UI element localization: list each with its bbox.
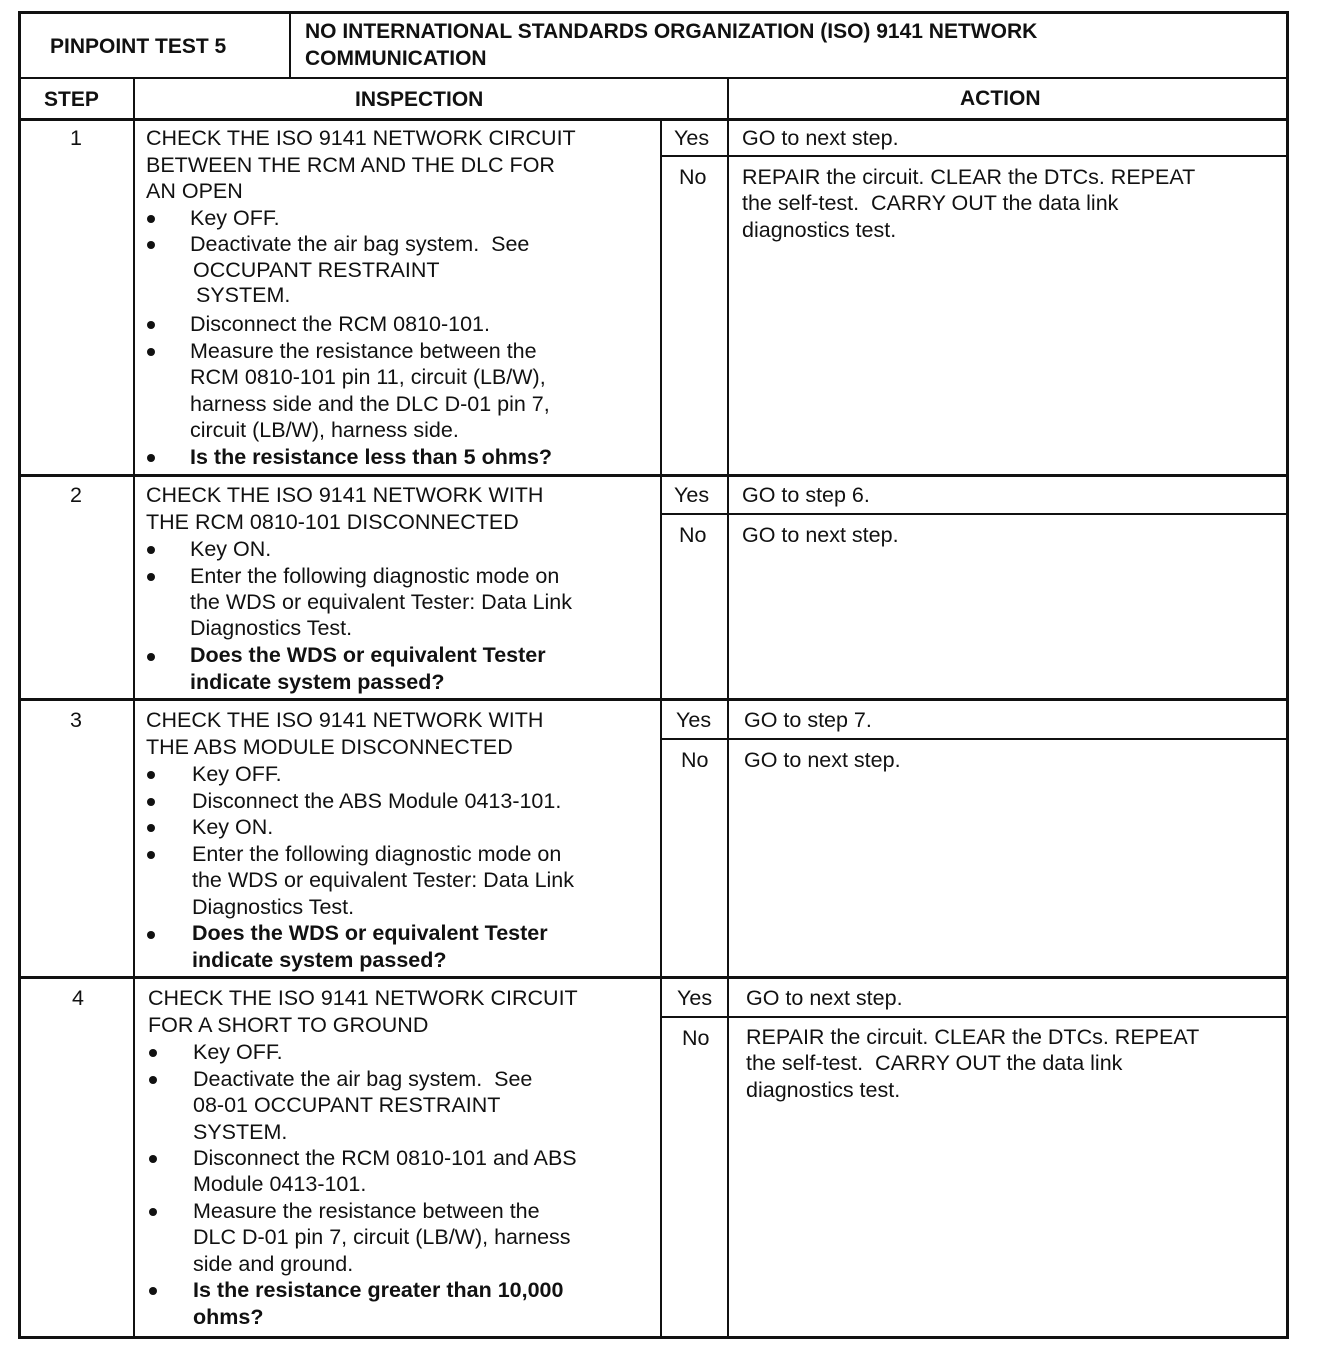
bullet-icon: [147, 454, 155, 462]
action-no: REPAIR the circuit. CLEAR the DTCs. REPEAT: [746, 1025, 1200, 1049]
bullet-icon: [147, 573, 155, 581]
action-no: the self-test. CARRY OUT the data link: [746, 1051, 1123, 1075]
instruction-text: Key OFF.: [190, 206, 280, 230]
action-yes: GO to next step.: [742, 126, 899, 150]
step-heading-line: CHECK THE ISO 9141 NETWORK CIRCUIT: [146, 126, 576, 150]
step-heading-line: CHECK THE ISO 9141 NETWORK WITH: [146, 483, 544, 507]
action-no: diagnostics test.: [742, 218, 897, 242]
frame-right: [1286, 11, 1289, 1339]
action-no: GO to next step.: [742, 523, 899, 547]
bullet-icon: [149, 1208, 157, 1216]
bullet-icon: [149, 1049, 157, 1057]
title-divider: [289, 11, 291, 79]
instruction-text: Disconnect the RCM 0810-101 and ABS: [193, 1146, 577, 1170]
answer-yes: Yes: [676, 708, 712, 732]
instruction-text: Measure the resistance between the: [190, 339, 537, 363]
bullet-icon: [147, 321, 155, 329]
step-number: 1: [70, 126, 82, 150]
decision-question: Is the resistance less than 5 ohms?: [190, 445, 553, 469]
bullet-icon: [147, 798, 155, 806]
bullet-icon: [147, 215, 155, 223]
page-title-line-2: COMMUNICATION: [305, 47, 487, 70]
answer-no: No: [679, 523, 707, 547]
step4-yes-no-divider: [660, 1016, 1289, 1018]
decision-question: ohms?: [193, 1305, 264, 1329]
col-step-line: [133, 77, 135, 1338]
frame-left: [18, 11, 21, 1339]
step-number: 2: [70, 483, 82, 507]
bullet-icon: [149, 1155, 157, 1163]
step1-bottom: [18, 474, 1289, 477]
step-heading-line: CHECK THE ISO 9141 NETWORK WITH: [146, 708, 544, 732]
decision-question: Does the WDS or equivalent Tester: [190, 643, 546, 667]
step3-yes-no-divider: [660, 738, 1289, 740]
column-header-inspection: INSPECTION: [355, 88, 484, 111]
action-no: diagnostics test.: [746, 1078, 901, 1102]
step-heading-line: FOR A SHORT TO GROUND: [148, 1013, 429, 1037]
bullet-icon: [147, 546, 155, 554]
frame-top: [18, 11, 1288, 14]
instruction-text: Measure the resistance between the: [193, 1199, 540, 1223]
answer-no: No: [681, 748, 709, 772]
step3-bottom: [18, 976, 1289, 979]
step-number: 3: [70, 708, 82, 732]
instruction-text: Key ON.: [190, 537, 272, 561]
step2-yes-no-divider: [660, 513, 1289, 515]
instruction-text: Disconnect the ABS Module 0413-101.: [192, 789, 562, 813]
instruction-text: harness side and the DLC D-01 pin 7,: [190, 392, 550, 416]
action-yes: GO to step 7.: [744, 708, 872, 732]
instruction-text: Key OFF.: [192, 762, 282, 786]
col-action-line: [727, 77, 729, 1338]
step-heading-line: AN OPEN: [146, 179, 243, 203]
action-no: GO to next step.: [744, 748, 901, 772]
step-heading-line: THE RCM 0810-101 DISCONNECTED: [146, 510, 519, 534]
step-heading-line: BETWEEN THE RCM AND THE DLC FOR: [146, 153, 555, 177]
decision-question: indicate system passed?: [190, 670, 445, 694]
bullet-icon: [149, 1076, 157, 1084]
step2-bottom: [18, 698, 1289, 701]
bullet-icon: [147, 241, 155, 249]
instruction-text: DLC D-01 pin 7, circuit (LB/W), harness: [193, 1225, 571, 1249]
instruction-text: SYSTEM.: [193, 1120, 288, 1144]
pinpoint-test-label: PINPOINT TEST 5: [50, 35, 227, 58]
answer-yes: Yes: [674, 483, 710, 507]
instruction-text: Deactivate the air bag system. See: [190, 232, 530, 256]
step1-yes-no-divider: [660, 155, 1289, 157]
bullet-icon: [147, 931, 155, 939]
instruction-text: OCCUPANT RESTRAINT: [193, 258, 440, 282]
action-no: REPAIR the circuit. CLEAR the DTCs. REPEAT: [742, 165, 1196, 189]
instruction-text: 08-01 OCCUPANT RESTRAINT: [193, 1093, 501, 1117]
answer-yes: Yes: [677, 986, 713, 1010]
instruction-text: SYSTEM.: [196, 283, 291, 307]
col-yesno-line: [660, 118, 662, 1338]
action-yes: GO to next step.: [746, 986, 903, 1010]
instruction-text: RCM 0810-101 pin 11, circuit (LB/W),: [190, 365, 546, 389]
bullet-icon: [147, 771, 155, 779]
bullet-icon: [147, 851, 155, 859]
action-yes: GO to step 6.: [742, 483, 870, 507]
decision-question: indicate system passed?: [192, 948, 447, 972]
step-number: 4: [72, 986, 84, 1010]
instruction-text: the WDS or equivalent Tester: Data Link: [190, 590, 573, 614]
instruction-text: Module 0413-101.: [193, 1172, 367, 1196]
column-header-step: STEP: [44, 88, 99, 111]
answer-yes: Yes: [674, 126, 710, 150]
decision-question: Is the resistance greater than 10,000: [193, 1278, 564, 1302]
instruction-text: Key OFF.: [193, 1040, 283, 1064]
instruction-text: the WDS or equivalent Tester: Data Link: [192, 868, 575, 892]
answer-no: No: [679, 165, 707, 189]
title-bottom: [18, 77, 1289, 79]
instruction-text: circuit (LB/W), harness side.: [190, 418, 459, 442]
step-heading-line: CHECK THE ISO 9141 NETWORK CIRCUIT: [148, 986, 578, 1010]
action-no: the self-test. CARRY OUT the data link: [742, 191, 1119, 215]
instruction-text: Diagnostics Test.: [190, 616, 353, 640]
step-heading-line: THE ABS MODULE DISCONNECTED: [146, 735, 513, 759]
bullet-icon: [149, 1287, 157, 1295]
decision-question: Does the WDS or equivalent Tester: [192, 921, 548, 945]
instruction-text: side and ground.: [193, 1252, 354, 1276]
column-header-action: ACTION: [960, 87, 1041, 110]
instruction-text: Disconnect the RCM 0810-101.: [190, 312, 490, 336]
bullet-icon: [147, 824, 155, 832]
frame-bottom: [18, 1336, 1289, 1339]
bullet-icon: [147, 653, 155, 661]
instruction-text: Diagnostics Test.: [192, 895, 355, 919]
instruction-text: Key ON.: [192, 815, 274, 839]
page-title-line-1: NO INTERNATIONAL STANDARDS ORGANIZATION (ISO) 9141 NETWORK: [305, 20, 1038, 43]
header-bottom: [18, 118, 1289, 121]
instruction-text: Enter the following diagnostic mode on: [190, 564, 560, 588]
instruction-text: Enter the following diagnostic mode on: [192, 842, 562, 866]
bullet-icon: [147, 348, 155, 356]
answer-no: No: [682, 1026, 710, 1050]
instruction-text: Deactivate the air bag system. See: [193, 1067, 533, 1091]
